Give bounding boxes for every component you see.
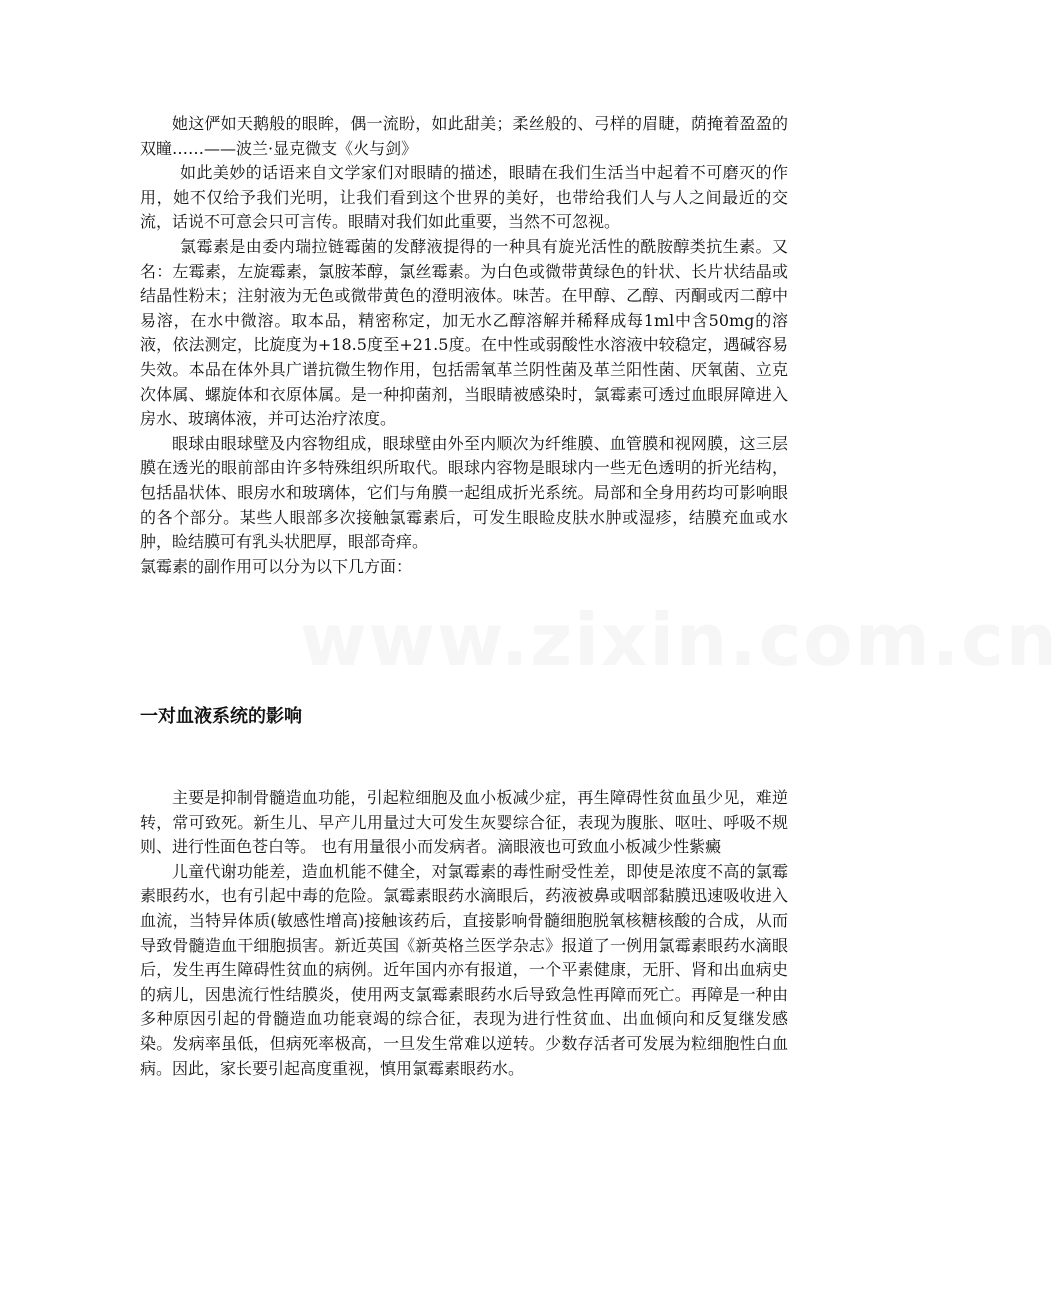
intro-section [140,112,788,579]
intro-paragraph-1: 如此美妙的话语来自文学家们对眼睛的描述，眼睛在我们生活当中起着不可磨灭的作用，她不仅给予我们光明，让我们看到这个世界的美好，也带给我们人与人之间最近的交流，话说不可意会只可言传。眼睛对我们如此重要，当然不可忽视。 [140,163,788,232]
section-heading: 一对血液系统的影响 [140,706,302,727]
intro-paragraph-4: 氯霉素的副作用可以分为以下几方面： [140,556,413,576]
section-paragraph-2: 儿童代谢功能差，造血机能不健全，对氯霉素的毒性耐受性差，即使是浓度不高的氯霉素眼药水，也有引起中毒的危险。氯霉素眼药水滴眼后，药液被鼻或咽部黏膜迅速吸收进入血流，当特异体质(敏感性增高)接触该药后，直接影响骨髓细胞脱氧核糖核酸的合成，从而导致骨髓造血干细胞损害。新近英国《新英格兰医学杂志》报道了一例用氯霉素眼药水滴眼后，发生再生障碍性贫血的病例。近年国内亦有报道，一个平素健康，无肝、肾和出血病史的病儿，因患流行性结膜炎，使用两支氯霉素眼药水后导致急性再障而死亡。再障是一种由多种原因引起的骨髓造血功能衰竭的综合征，表现为进行性贫血、出血倾向和反复继发感染。发病率虽低，但病死率极高，一旦发生常难以逆转。少数存活者可发展为粒细胞性白血病。因此，家长要引起高度重视，慎用氯霉素眼药水。 [140,861,788,1078]
watermark: www.zixin.com.cn [300,598,1059,682]
section-body [140,786,788,1081]
intro-paragraph-2: 氯霉素是由委内瑞拉链霉菌的发酵液提得的一种具有旋光活性的酰胺醇类抗生素。又名：左霉素，左旋霉素，氯胺苯醇，氯丝霉素。为白色或微带黄绿色的针状、长片状结晶或结晶性粉末；注射液为无色或微带黄色的澄明液体。味苦。在甲醇、乙醇、丙酮或丙二醇中易溶，在水中微溶。取本品，精密称定，加无水乙醇溶解并稀释成每1ml中含50mg的溶液，依法测定，比旋度为+18.5度至+21.5度。在中性或弱酸性水溶液中较稳定，遇碱容易失效。本品在体外具广谱抗微生物作用，包括需氧革兰阴性菌及革兰阳性菌、厌氧菌、立克次体属、螺旋体和衣原体属。是一种抑菌剂，当眼睛被感染时，氯霉素可透过血眼屏障进入房水、玻璃体液，并可达治疗浓度。 [140,236,788,429]
intro-paragraph-3: 眼球由眼球壁及内容物组成，眼球壁由外至内顺次为纤维膜、血管膜和视网膜，这三层膜在透光的眼前部由许多特殊组织所取代。眼球内容物是眼球内一些无色透明的折光结构，包括晶状体、眼房水和玻璃体，它们与角膜一起组成折光系统。局部和全身用药均可影响眼的各个部分。某些人眼部多次接触氯霉素后，可发生眼睑皮肤水肿或湿疹，结膜充血或水肿，睑结膜可有乳头状肥厚，眼部奇痒。 [140,433,788,552]
section-paragraph-1: 主要是抑制骨髓造血功能，引起粒细胞及血小板减少症，再生障碍性贫血虽少见，难逆转，常可致死。新生儿、早产儿用量过大可发生灰婴综合征，表现为腹胀、呕吐、呼吸不规则、进行性面色苍白等。 也有用量很小而发病者。滴眼液也可致血小板减少性紫癜 [140,788,788,857]
quote-paragraph: 她这俨如天鹅般的眼眸，偶一流盼，如此甜美；柔丝般的、弓样的眉睫，荫掩着盈盈的双瞳……——波兰·显克微支《火与剑》 [140,114,788,158]
